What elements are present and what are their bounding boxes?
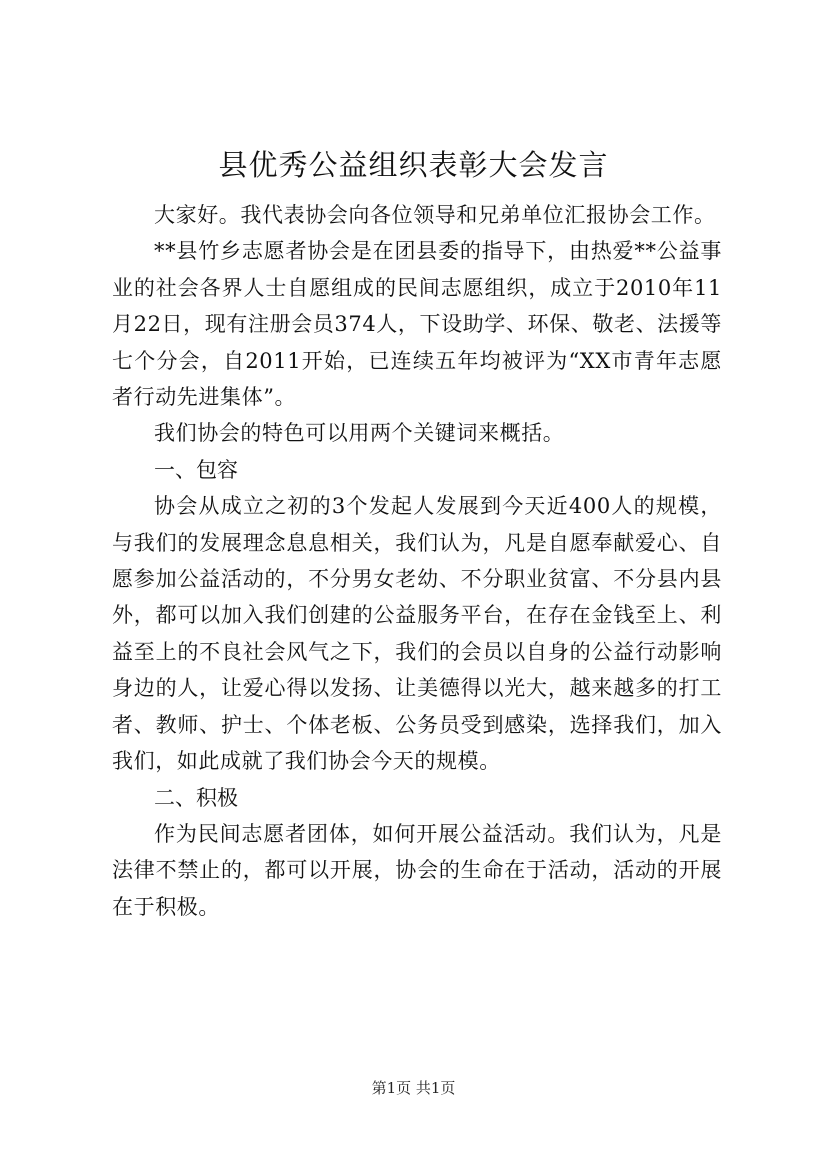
document-body [112, 197, 722, 925]
page-title: 县优秀公益组织表彰大会发言 [218, 148, 609, 182]
section-heading-inclusive: 一、包容 [154, 457, 238, 482]
section-heading-active: 二、积极 [154, 785, 238, 810]
paragraph-active: 作为民间志愿者团体，如何开展公益活动。我们认为，凡是法律不禁止的，都可以开展，协会的生命在于活动，活动的开展在于积极。 [112, 821, 722, 919]
paragraph-introduction: **县竹乡志愿者协会是在团县委的指导下，由热爱**公益事业的社会各界人士自愿组成的民间志愿组织，成立于2010年11月22日，现有注册会员374人，下设助学、环保、敬老、法援等七个分会，自2011开始，已连续五年均被评为“XX市青年志愿者行动先进集体”。 [112, 239, 722, 410]
paragraph-inclusive: 协会从成立之初的3个发起人发展到今天近400人的规模，与我们的发展理念息息相关，我们认为，凡是自愿奉献爱心、自愿参加公益活动的，不分男女老幼、不分职业贫富、不分县内县外，都可以加入我们创建的公益服务平台，在存在金钱至上、利益至上的不良社会风气之下，我们的会员以自身的公益行动影响身边的人，让爱心得以发扬、让美德得以光大，越来越多的打工者、教师、护士、个体老板、公务员受到感染，选择我们，加入我们，如此成就了我们协会今天的规模。 [112, 494, 722, 774]
page-footer: 第1页 共1页 [371, 1079, 456, 1097]
paragraph-greeting: 大家好。我代表协会向各位领导和兄弟单位汇报协会工作。 [154, 203, 716, 227]
paragraph-keywords: 我们协会的特色可以用两个关键词来概括。 [154, 421, 565, 446]
